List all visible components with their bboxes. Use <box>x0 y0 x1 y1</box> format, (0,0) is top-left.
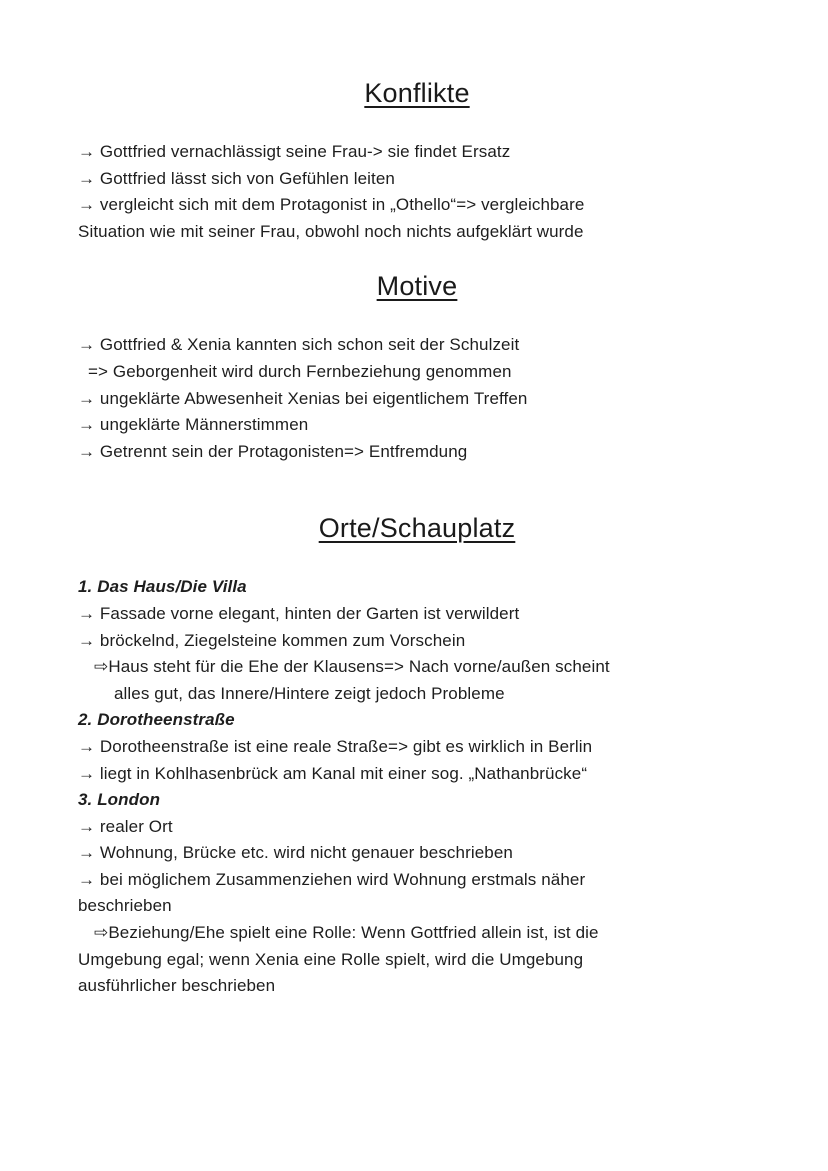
note-line: → Gottfried vernachlässigt seine Frau-> sie findet Ersatz <box>78 142 511 161</box>
note-line-wrap: beschrieben <box>78 896 172 916</box>
note-conclusion-wrap: alles gut, das Innere/Hintere zeigt jedoch Probleme <box>114 683 505 703</box>
note-line: → Gottfried & Xenia kannten sich schon seit der Schulzeit <box>78 335 520 355</box>
section-orte-schauplatz <box>78 513 756 1000</box>
note-conclusion-wrap: ausführlicher beschrieben <box>78 976 276 996</box>
section-body-motive <box>78 332 756 465</box>
section-heading-orte-schauplatz: Orte/Schauplatz <box>318 513 516 544</box>
note-line: → Getrennt sein der Protagonisten=> Entfremdung <box>78 441 468 461</box>
subsection-title-dorotheenstrasse: 2. Dorotheenstraße <box>78 710 235 730</box>
section-heading-konflikte: Konflikte <box>364 78 470 108</box>
note-line-wrap: Situation wie mit seiner Frau, obwohl noch nichts aufgeklärt wurde <box>78 221 584 241</box>
section-motive <box>78 271 756 465</box>
note-line: → Fassade vorne elegant, hinten der Garten ist verwildert <box>78 603 520 623</box>
section-body-orte-schauplatz <box>78 574 756 1000</box>
note-subline: => Geborgenheit wird durch Fernbeziehung genommen <box>88 361 512 381</box>
note-line: → ungeklärte Männerstimmen <box>78 415 309 435</box>
note-line: → Dorotheenstraße ist eine reale Straße=> gibt es wirklich in Berlin <box>78 736 593 756</box>
section-body-konflikte <box>78 139 756 245</box>
note-line: → vergleicht sich mit dem Protagonist in „Othello“=> vergleichbare <box>78 195 585 215</box>
note-line: → liegt in Kohlhasenbrück am Kanal mit einer sog. „Nathanbrücke“ <box>78 763 588 783</box>
note-conclusion-wrap: Umgebung egal; wenn Xenia eine Rolle spielt, wird die Umgebung <box>78 949 584 969</box>
note-conclusion-line: ⇨Beziehung/Ehe spielt eine Rolle: Wenn Gottfried allein ist, ist die <box>94 923 599 943</box>
note-line: → Gottfried lässt sich von Gefühlen leiten <box>78 168 395 188</box>
note-line: → bröckelnd, Ziegelsteine kommen zum Vorschein <box>78 630 466 650</box>
note-line: → realer Ort <box>78 816 173 836</box>
section-heading-motive: Motive <box>376 271 458 302</box>
note-conclusion-line: ⇨Haus steht für die Ehe der Klausens=> Nach vorne/außen scheint <box>94 657 610 677</box>
subsection-title-london: 3. London <box>78 790 161 810</box>
note-line: → ungeklärte Abwesenheit Xenias bei eigentlichem Treffen <box>78 388 528 408</box>
section-konflikte <box>78 78 756 245</box>
note-line: → bei möglichem Zusammenziehen wird Wohnung erstmals näher <box>78 869 586 889</box>
note-line: → Wohnung, Brücke etc. wird nicht genauer beschrieben <box>78 843 513 863</box>
subsection-title-haus-villa: 1. Das Haus/Die Villa <box>78 577 247 597</box>
